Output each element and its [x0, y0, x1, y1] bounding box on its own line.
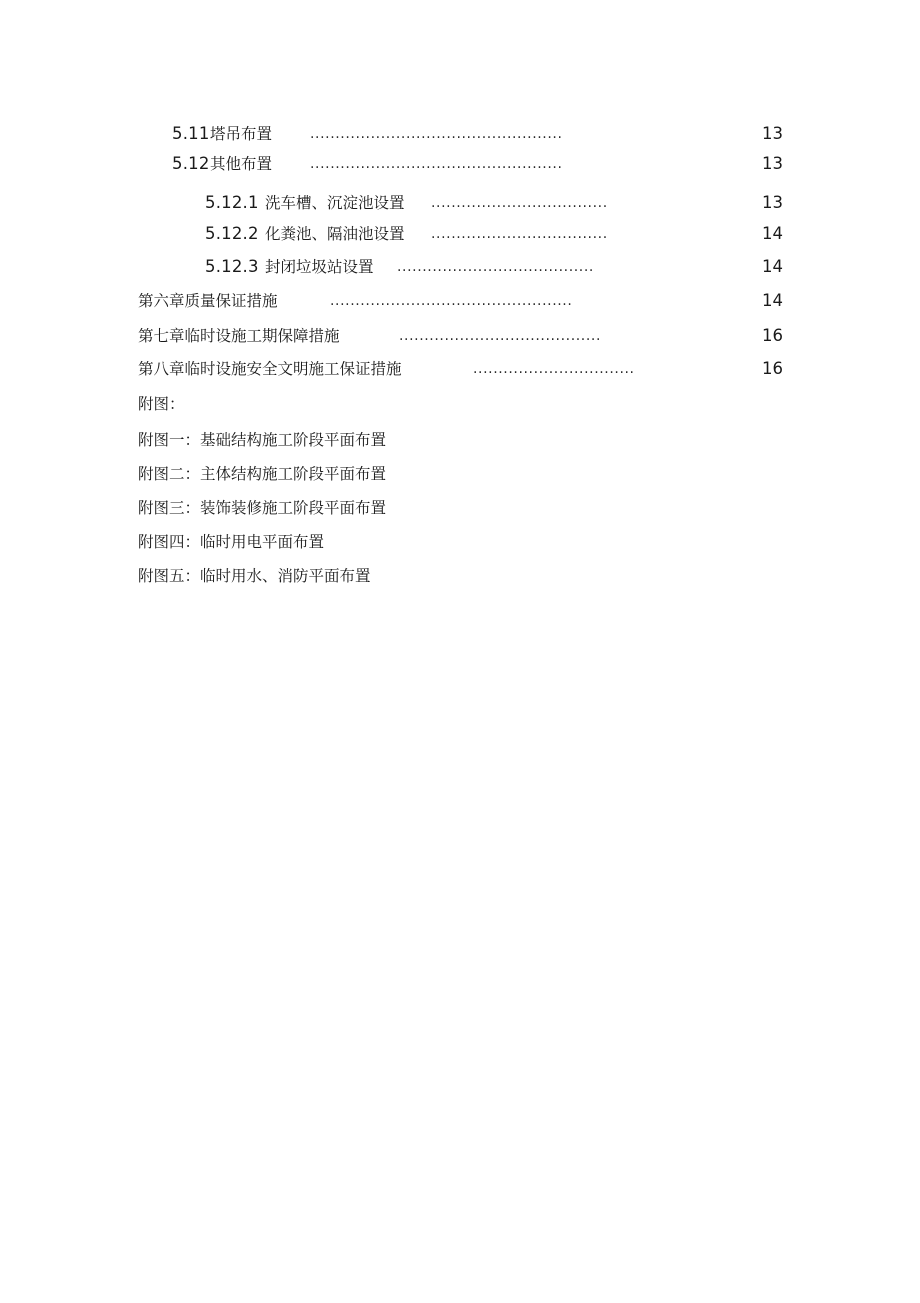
toc-entry-number: 5.12.1 [205, 193, 259, 212]
toc-entry-number: 5.12.3 [205, 257, 259, 276]
toc-entry-number: 5.11 [172, 124, 210, 143]
toc-entry-title: 洗车槽、沉淀池设置 [265, 194, 405, 212]
toc-entry-chapter-8 [0, 357, 920, 381]
toc-entry-title: 第七章临时设施工期保障措施 [138, 327, 340, 345]
toc-entry-title: 封闭垃圾站设置 [265, 258, 374, 276]
toc-leader-dots: ................................... [431, 226, 608, 242]
appendix-heading: 附图： [138, 395, 185, 413]
toc-page-number: 14 [762, 291, 783, 310]
toc-entry-chapter-7 [0, 324, 920, 348]
toc-leader-dots: ................................... [431, 195, 608, 211]
toc-entry-number: 5.12 [172, 154, 210, 173]
appendix-item: 附图一：基础结构施工阶段平面布置 [138, 431, 387, 449]
appendix-item: 附图三：装饰装修施工阶段平面布置 [138, 499, 387, 517]
toc-page-number: 16 [762, 326, 783, 345]
toc-page-number: 14 [762, 224, 783, 243]
toc-leader-dots: .................................................. [310, 156, 563, 172]
toc-leader-dots: ....................................... [397, 259, 594, 275]
appendix-item: 附图二：主体结构施工阶段平面布置 [138, 465, 387, 483]
toc-entry-title: 第八章临时设施安全文明施工保证措施 [138, 360, 402, 378]
toc-entry-title: 塔吊布置 [210, 125, 273, 143]
toc-entry-5-12-2 [0, 222, 920, 246]
appendix-item: 附图四：临时用电平面布置 [138, 533, 325, 551]
toc-entry-5-12-3 [0, 255, 920, 279]
toc-entry-title: 其他布置 [210, 155, 273, 173]
toc-page-number: 13 [762, 124, 783, 143]
toc-entry-5-12 [0, 152, 920, 176]
toc-entry-title: 化粪池、隔油池设置 [265, 225, 405, 243]
appendix-item: 附图五：临时用水、消防平面布置 [138, 567, 371, 585]
toc-page-number: 13 [762, 154, 783, 173]
toc-leader-dots: .................................................. [310, 126, 563, 142]
toc-entry-chapter-6 [0, 289, 920, 313]
toc-page-number: 16 [762, 359, 783, 378]
toc-entry-5-12-1 [0, 191, 920, 215]
toc-leader-dots: ................................ [473, 361, 635, 377]
toc-entry-title: 第六章质量保证措施 [138, 292, 278, 310]
toc-leader-dots: ................................................ [330, 293, 573, 309]
toc-page-number: 14 [762, 257, 783, 276]
toc-page-number: 13 [762, 193, 783, 212]
toc-entry-5-11 [0, 122, 920, 146]
toc-entry-number: 5.12.2 [205, 224, 259, 243]
toc-leader-dots: ........................................ [399, 328, 602, 344]
